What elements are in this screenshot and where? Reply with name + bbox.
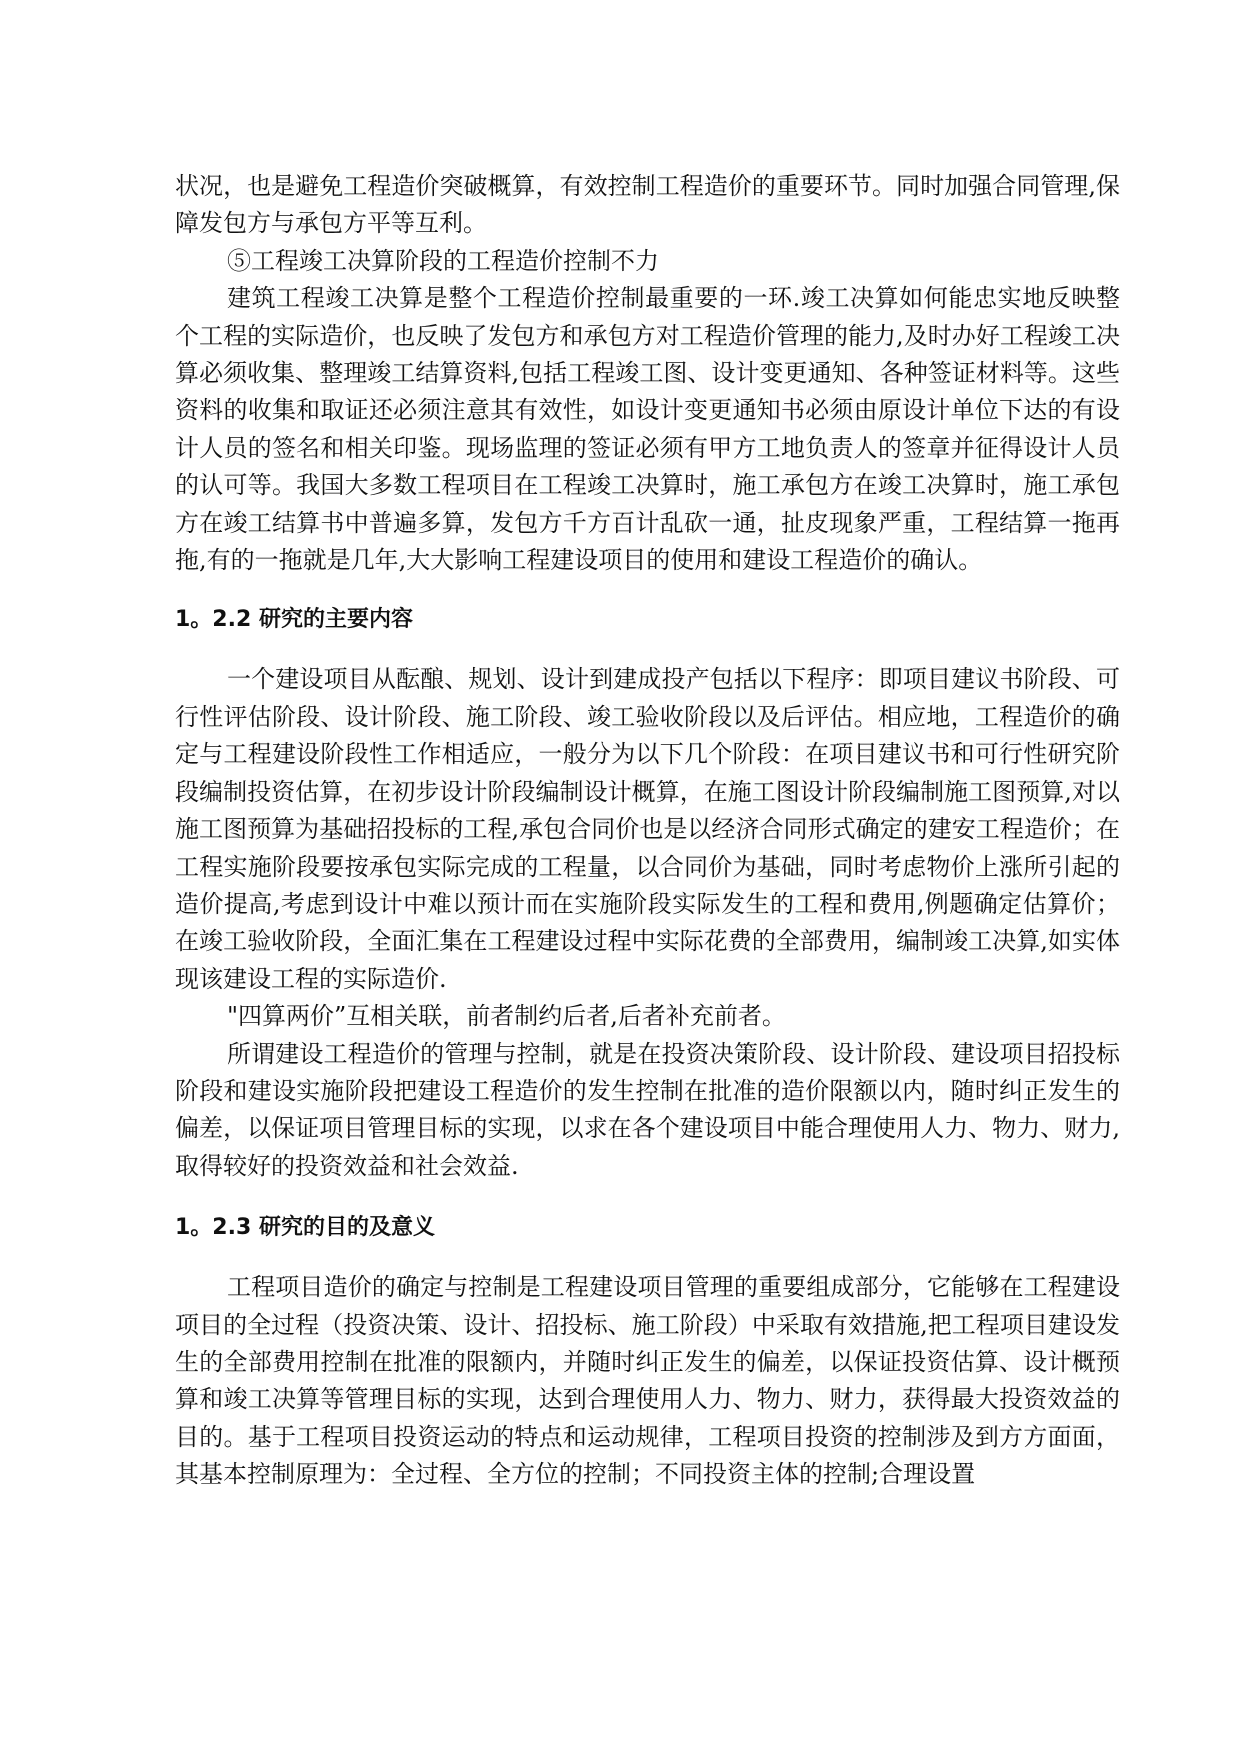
body-paragraph: 工程项目造价的确定与控制是工程建设项目管理的重要组成部分，它能够在工程建设项目的全过程（投资决策、设计、招投标、施工阶段）中采取有效措施,把工程项目建设发生的全部费用控制在批准的限额内，并随时纠正发生的偏差，以保证投资估算、设计概预算和竣工决算等管理目标的实现，达到合理使用人力、物力、财力，获得最大投资效益的目的。基于工程项目投资运动的特点和运动规律，工程项目投资的控制涉及到方方面面，其基本控制原理为：全过程、全方位的控制；不同投资主体的控制;合理设置 xyxy=(175,1273,1120,1489)
section-heading: 1。2.3 研究的目的及意义 xyxy=(175,1215,435,1241)
body-paragraph: 一个建设项目从酝酿、规划、设计到建成投产包括以下程序：即项目建议书阶段、可行性评估阶段、设计阶段、施工阶段、竣工验收阶段以及后评估。相应地，工程造价的确定与工程建设阶段性工作相适应，一般分为以下几个阶段：在项目建议书和可行性研究阶段编制投资估算，在初步设计阶段编制设计概算，在施工图设计阶段编制施工图预算,对以施工图预算为基础招投标的工程,承包合同价也是以经济合同形式确定的建安工程造价；在工程实施阶段要按承包实际完成的工程量，以合同价为基础，同时考虑物价上涨所引起的造价提高,考虑到设计中难以预计而在实施阶段实际发生的工程和费用,例题确定估算价；在竣工验收阶段，全面汇集在工程建设过程中实际花费的全部费用，编制竣工决算,如实体现该建设工程的实际造价. xyxy=(175,665,1120,993)
section-heading: 1。2.2 研究的主要内容 xyxy=(175,607,413,633)
body-paragraph: 建筑工程竣工决算是整个工程造价控制最重要的一环.竣工决算如何能忠实地反映整个工程的实际造价，也反映了发包方和承包方对工程造价管理的能力,及时办好工程竣工决算必须收集、整理竣工结算资料,包括工程竣工图、设计变更通知、各种签证材料等。这些资料的收集和取证还必须注意其有效性，如设计变更通知书必须由原设计单位下达的有设计人员的签名和相关印鉴。现场监理的签证必须有甲方工地负责人的签章并征得设计人员的认可等。我国大多数工程项目在工程竣工决算时，施工承包方在竣工决算时，施工承包方在竣工结算书中普遍多算，发包方千方百计乱砍一通，扯皮现象严重，工程结算一拖再拖,有的一拖就是几年,大大影响工程建设项目的使用和建设工程造价的确认。 xyxy=(175,284,1120,575)
body-paragraph: ⑤工程竣工决算阶段的工程造价控制不力 xyxy=(227,246,659,275)
body-paragraph: "四算两价”互相关联，前者制约后者,后者补充前者。 xyxy=(227,1002,786,1031)
document-page xyxy=(175,168,1120,1494)
body-paragraph: 状况，也是避免工程造价突破概算，有效控制工程造价的重要环节。同时加强合同管理,保障发包方与承包方平等互利。 xyxy=(175,172,1120,238)
body-paragraph: 所谓建设工程造价的管理与控制，就是在投资决策阶段、设计阶段、建设项目招投标阶段和建设实施阶段把建设工程造价的发生控制在批准的造价限额以内，随时纠正发生的偏差，以保证项目管理目标的实现，以求在各个建设项目中能合理使用人力、物力、财力,取得较好的投资效益和社会效益. xyxy=(175,1039,1120,1180)
